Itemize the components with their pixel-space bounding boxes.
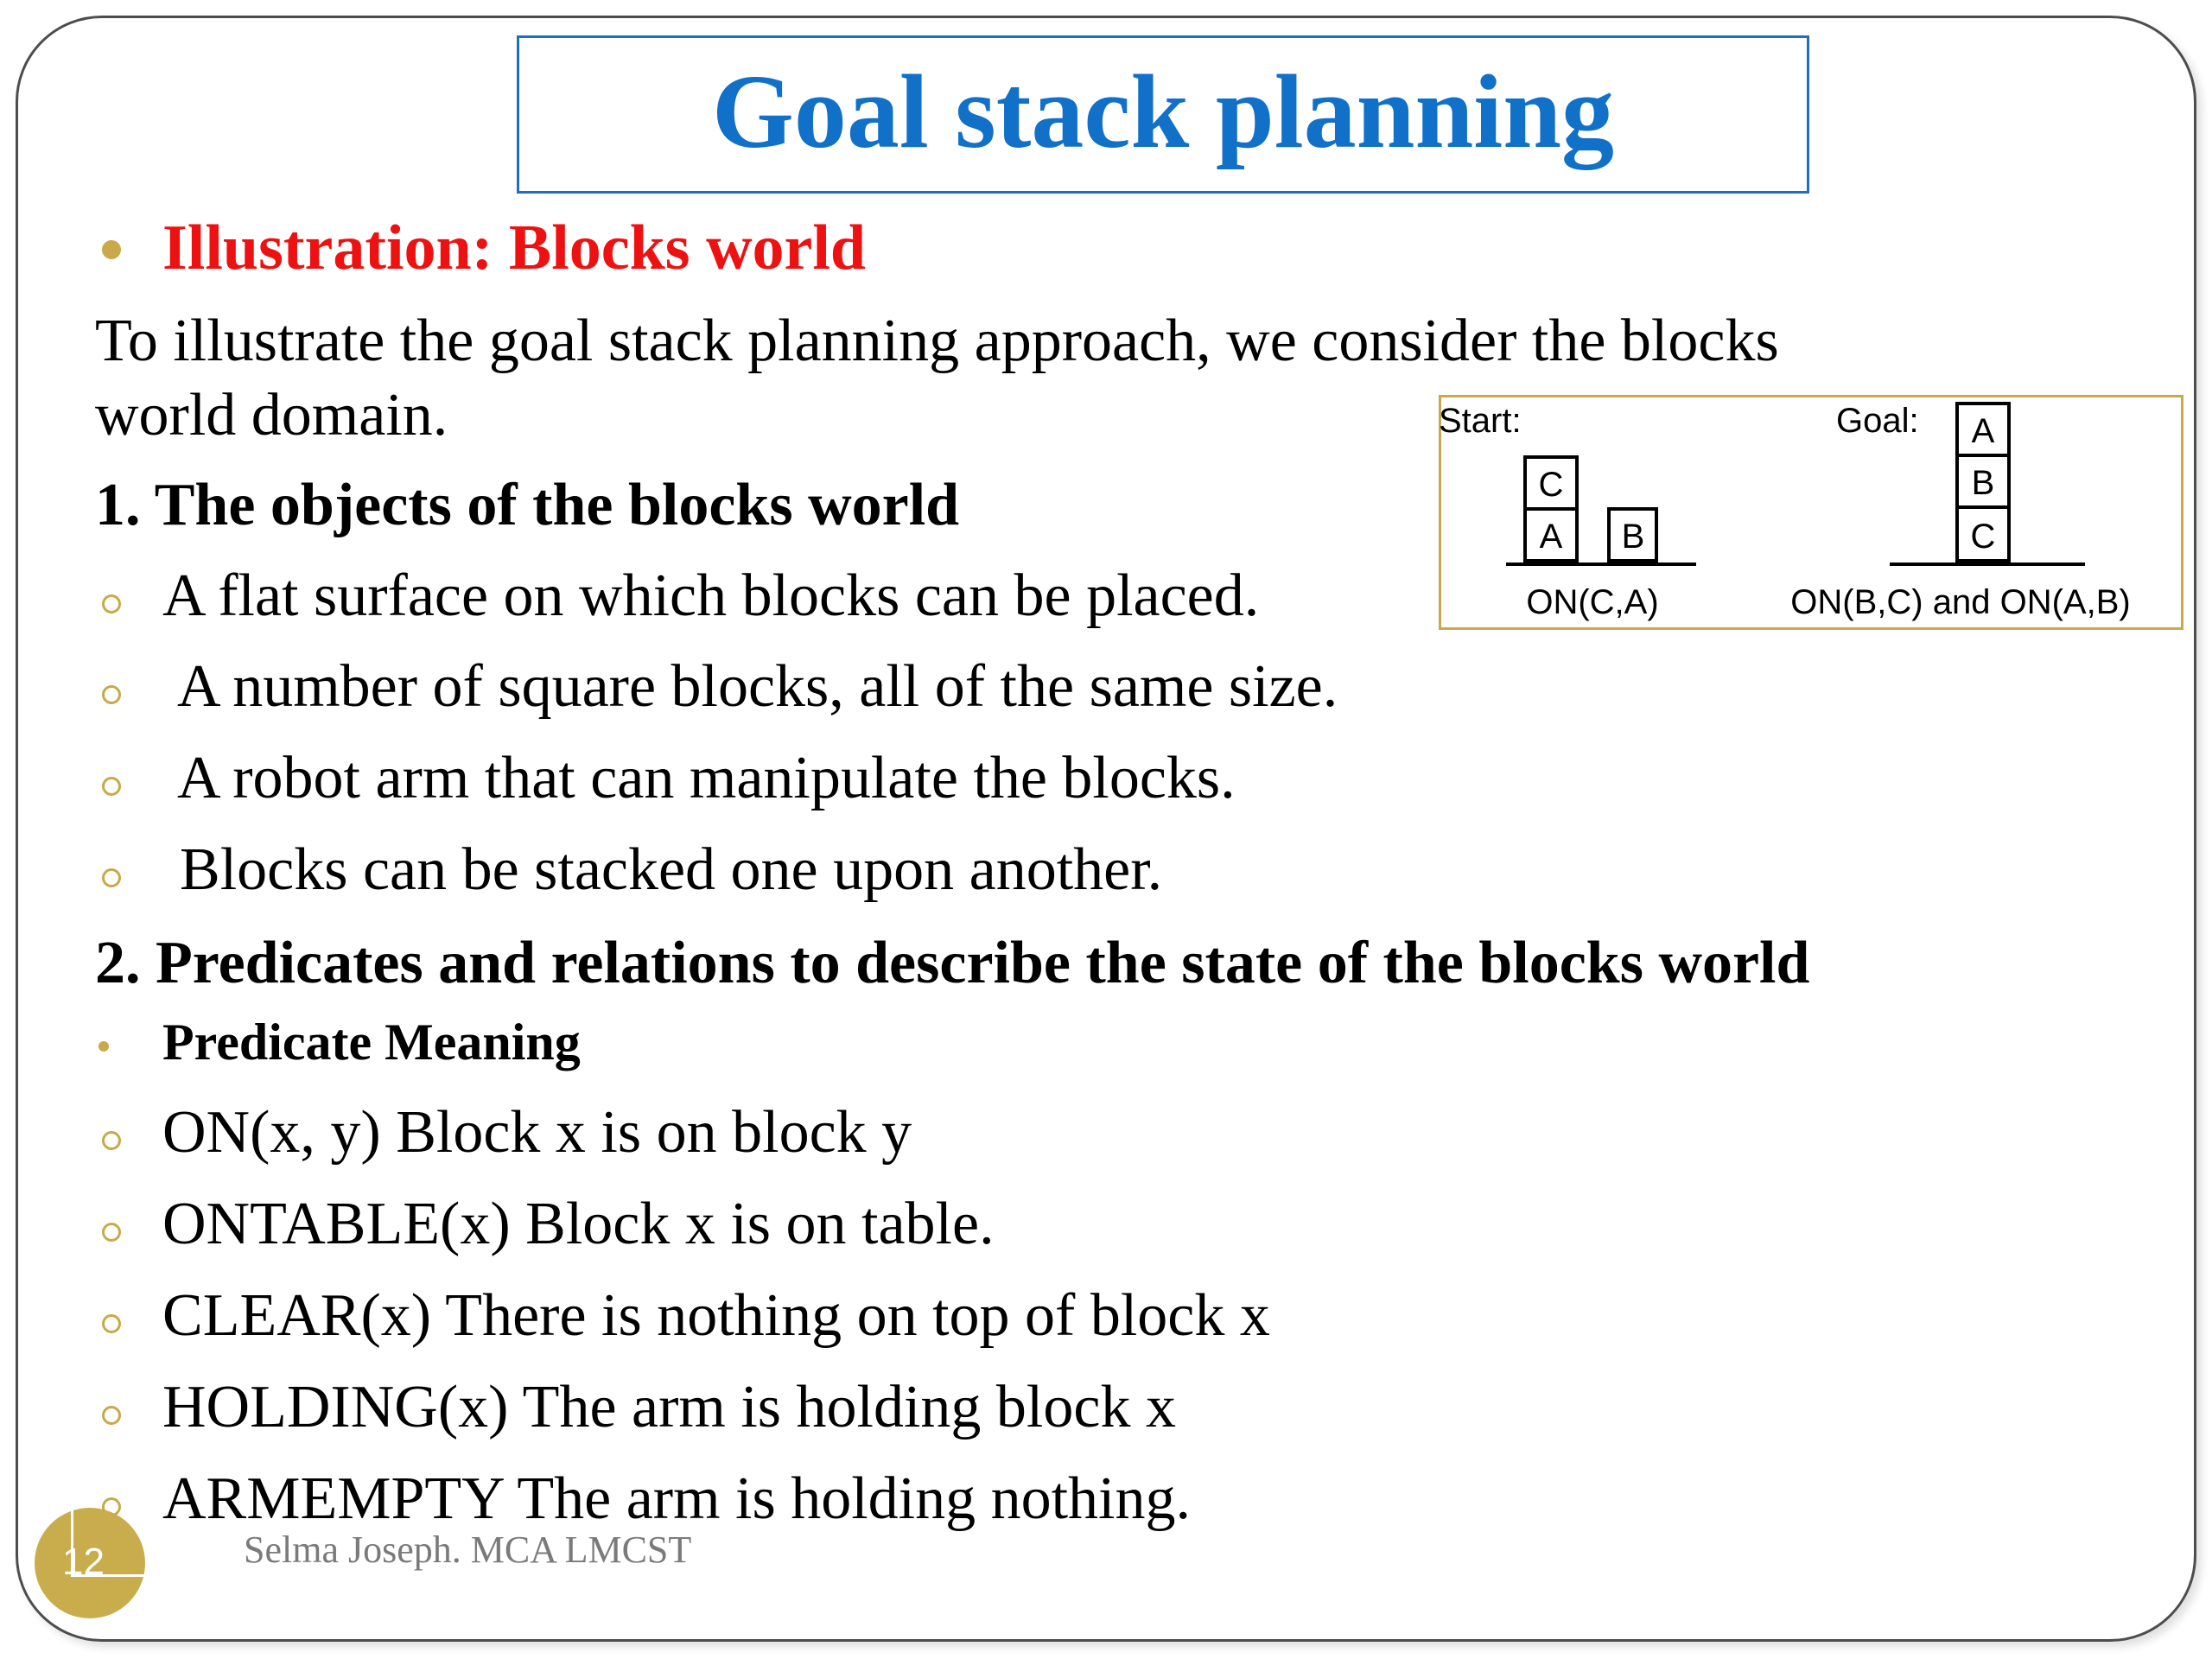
circle-bullet-icon: [102, 594, 121, 613]
block-a-goal-label: A: [1971, 412, 1995, 450]
block-c-start-label: C: [1538, 466, 1564, 504]
object-item-2: A number of square blocks, all of the same size.: [177, 653, 1338, 720]
footer-author: Selma Joseph. MCA LMCST: [244, 1529, 692, 1571]
blocks-world-diagram: [1439, 395, 2183, 630]
predicate-item-2: ONTABLE(x) Block x is on table.: [162, 1191, 995, 1257]
circle-bullet-icon: [102, 1406, 121, 1425]
block-b-goal-label: B: [1971, 464, 1995, 502]
bullet-dot: [99, 1041, 109, 1052]
circle-bullet-icon: [102, 777, 121, 796]
title-box: [517, 35, 1809, 194]
predicate-item-5: ARMEMPTY The arm is holding nothing.: [162, 1465, 1191, 1532]
circle-bullet-icon: [102, 1131, 121, 1150]
section-1-heading: 1. The objects of the blocks world: [95, 472, 960, 538]
bullet-dot: [102, 240, 121, 259]
object-item-3: A robot arm that can manipulate the blocks.: [177, 745, 1236, 811]
illustration-heading: Illustration: Blocks world: [162, 213, 867, 283]
goal-label: Goal:: [1836, 402, 1919, 440]
block-b-start-label: B: [1621, 518, 1645, 556]
block-a-start-label: A: [1539, 518, 1563, 556]
circle-bullet-icon: [102, 1314, 121, 1333]
intro-line-2: world domain.: [95, 382, 448, 448]
goal-caption: ON(B,C) and ON(A,B): [1790, 583, 2131, 621]
predicate-item-1: ON(x, y) Block x is on block y: [162, 1099, 912, 1166]
slide-title: Goal stack planning: [711, 53, 1615, 170]
circle-bullet-icon: [102, 685, 121, 704]
intro-line-1: To illustrate the goal stack planning approach, we consider the blocks: [95, 308, 1779, 374]
predicate-item-3: CLEAR(x) There is nothing on top of block x: [162, 1282, 1270, 1349]
circle-bullet-icon: [102, 868, 121, 887]
page-number: 12: [62, 1541, 105, 1583]
predicate-item-4: HOLDING(x) The arm is holding block x: [162, 1374, 1176, 1440]
circle-bullet-icon: [102, 1223, 121, 1242]
object-item-4: Blocks can be stacked one upon another.: [180, 836, 1163, 903]
section-2-heading: 2. Predicates and relations to describe the state of the blocks world: [95, 930, 1810, 996]
start-label: Start:: [1439, 402, 1522, 440]
object-item-1: A flat surface on which blocks can be placed.: [162, 563, 1260, 629]
predicate-header: Predicate Meaning: [162, 1014, 581, 1071]
start-caption: ON(C,A): [1526, 583, 1659, 621]
block-c-goal-label: C: [1970, 518, 1996, 556]
